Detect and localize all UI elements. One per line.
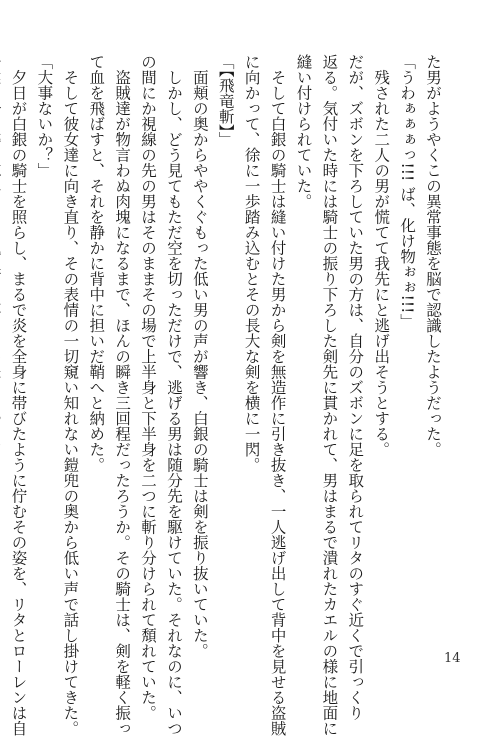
text-line-6: 縫い付けられていた。 xyxy=(294,54,313,209)
text-line-18 xyxy=(0,54,5,646)
page-number: 14 xyxy=(444,651,461,666)
text-line-11: しかし、どう見てもただ空を切っただけで、逃げる男は随分先を駆けていた。それなのに、いつ xyxy=(164,54,183,736)
text-line-5: 返る。気付いた時には騎士の振り下ろした剣先に貫かれて、男はまるで潰れたカエルの様に地面に xyxy=(320,54,339,736)
text-line-7: そして白銀の騎士は縫い付けた男から剣を無造作に引き抜き、一人逃げ出して背中を見せる盗賊 xyxy=(268,54,287,736)
text-line-13: 盗賊達が物言わぬ肉塊になるまで、ほんの瞬き三回程だったろうか。その騎士は、剣を軽く振っ xyxy=(113,54,132,736)
text-line-1: た男がようやくこの異常事態を脳で認識したようだった。 xyxy=(424,54,442,457)
text-line-17: 夕日が白銀の騎士を照らし、まるで炎を全身に帯びたように佇むその姿を、リタとローレンは自 xyxy=(9,54,28,736)
text-line-14: て血を飛ばすと、それを静かに背中に担いだ鞘へと納めた。 xyxy=(87,54,106,473)
text-line-15: そして彼女達に向き直り、その表情の一切窺い知れない鎧兜の奥から低い声で話し掛けてきた。 xyxy=(61,54,80,736)
text-line-10: 面頬の奥からややくぐもった低い男の声が響き、白銀の騎士は剣を振り抜いていた。 xyxy=(190,54,209,659)
text-line-16: 「大事ないか？」 xyxy=(35,54,54,178)
text-line-8: に向かって、徐に一歩踏み込むとその長大な剣を横に一閃。 xyxy=(242,54,261,473)
text-line-12: の間にか視線の先の男はそのままその場で上半身と下半身を二つに斬り分けられて頽れていた。 xyxy=(139,54,158,721)
vertical-body-text xyxy=(9,54,445,736)
text-line-2: 「うわぁぁぁっ!!! ば、化け物ぉぉ!!!」 xyxy=(398,54,417,329)
text-line-4: だが、ズボンを下ろしていた男の方は、自分のズボンに足を取られてリタのすぐ近くで引っくり xyxy=(346,54,365,721)
text-line-9: 「【飛竜斬】」 xyxy=(216,54,235,147)
text-line-3: 残された二人の男が慌てて我先にと逃げ出そうとする。 xyxy=(372,54,391,457)
